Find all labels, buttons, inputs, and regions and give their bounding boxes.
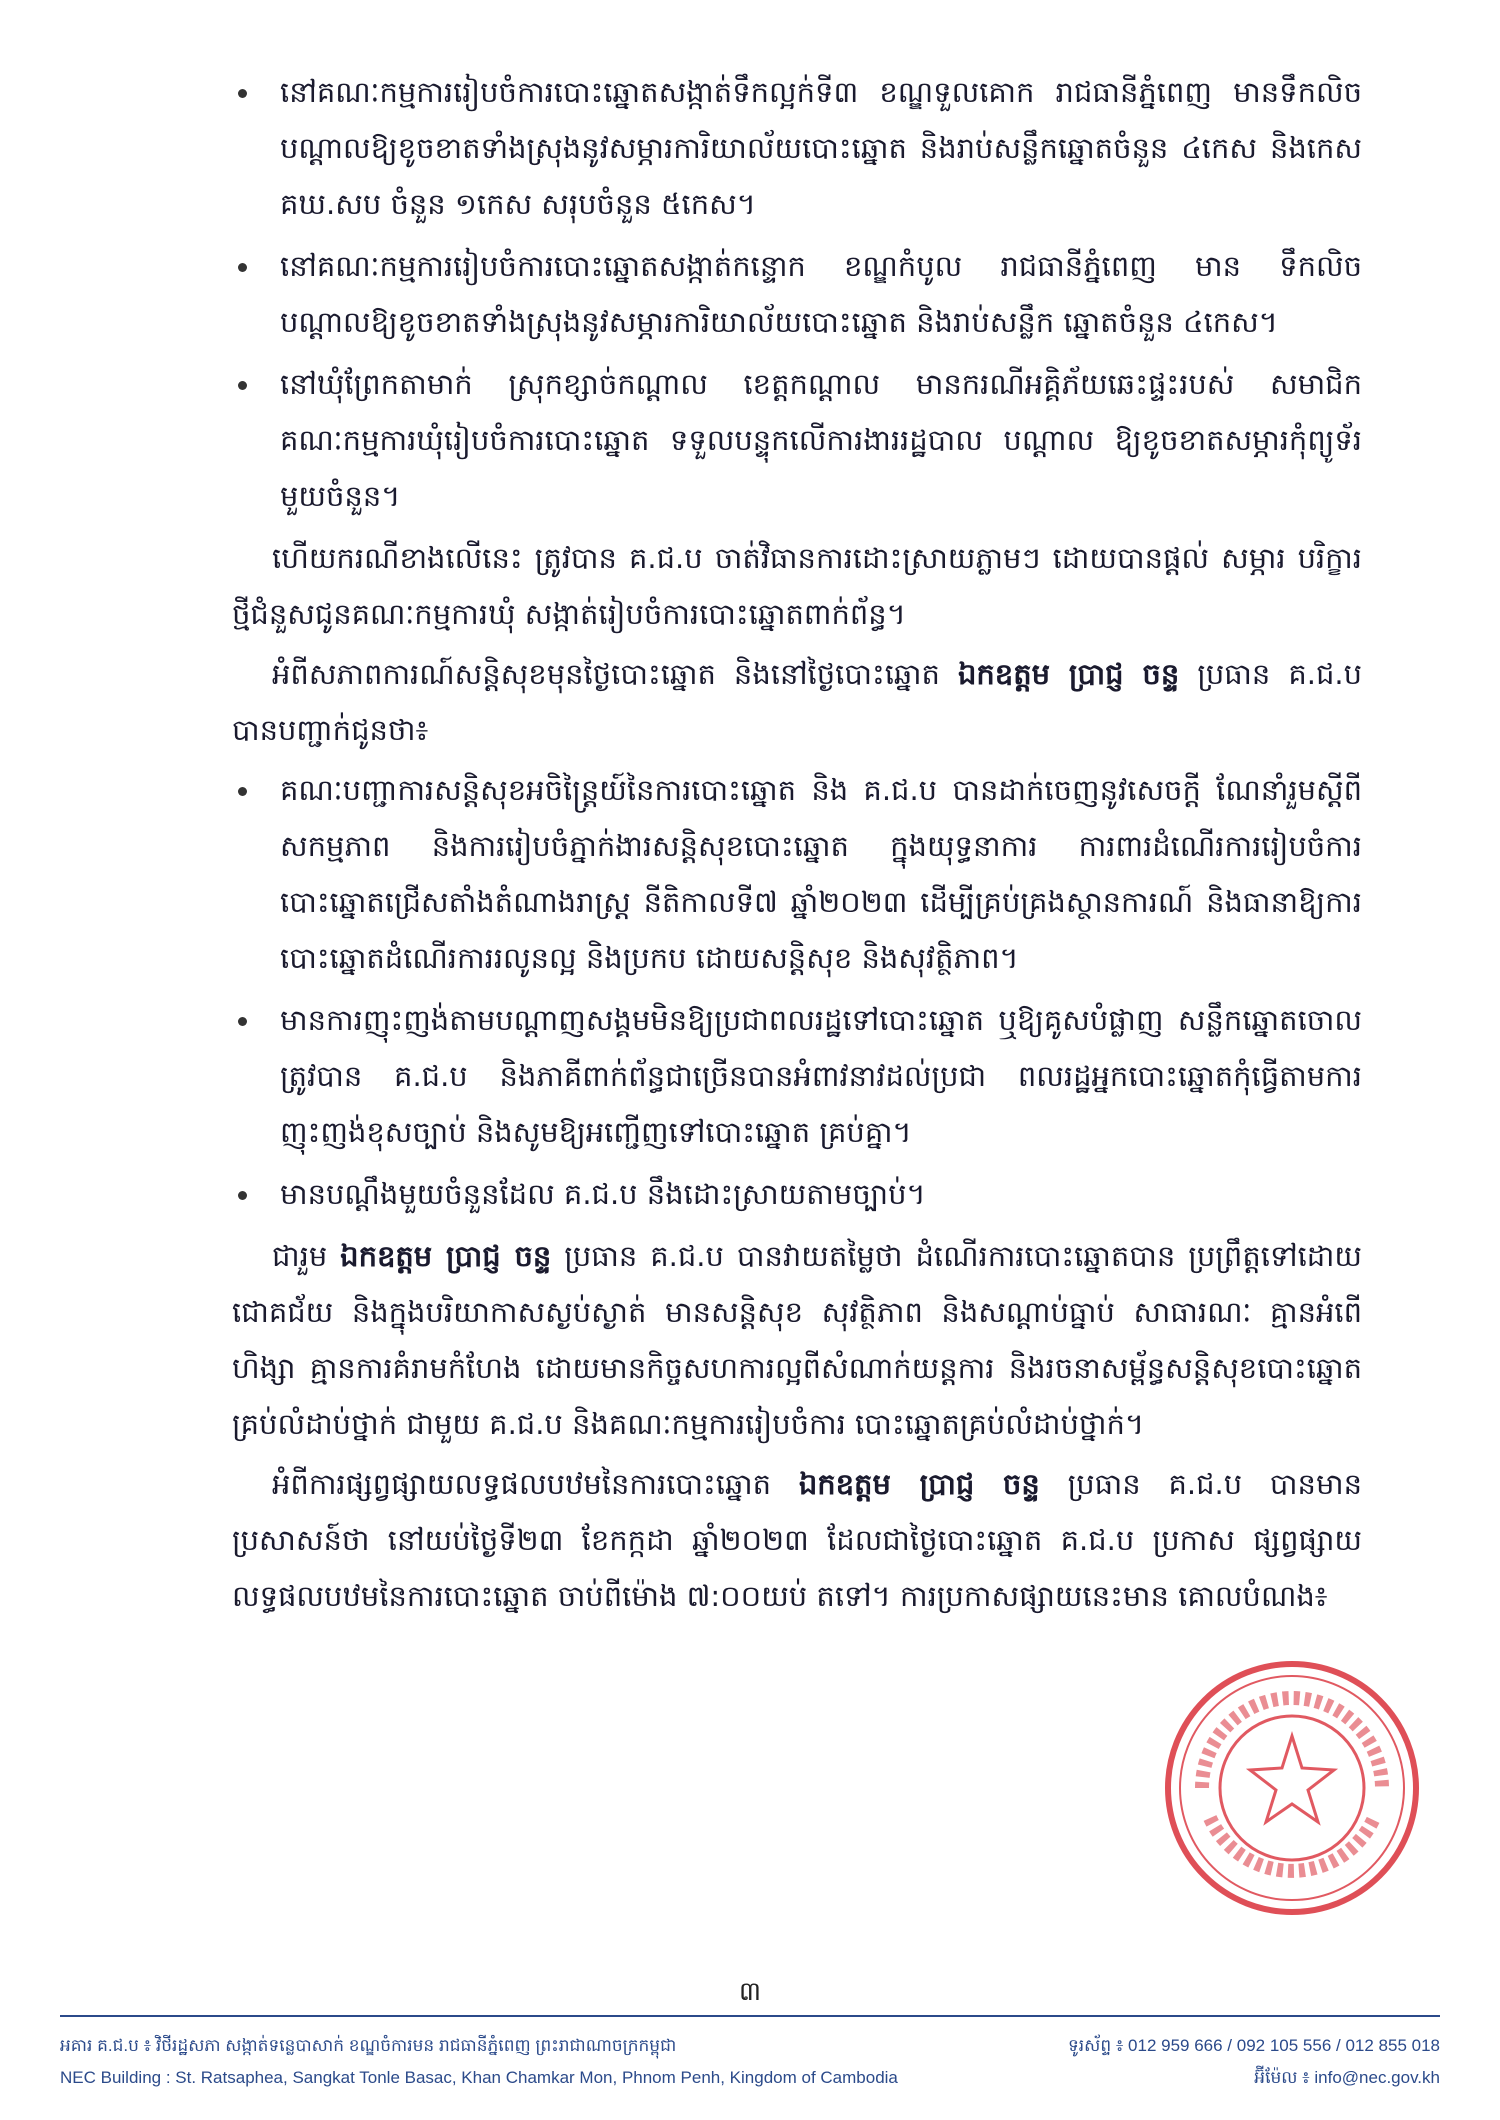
footer-email[interactable]: អ៊ីម៉ែល ៖ info@nec.gov.kh <box>1254 2068 1440 2087</box>
paragraph-text: ហើយករណីខាងលើនេះ ត្រូវបាន គ.ជ.ប ចាត់វិធានការដោះស្រាយភ្លាមៗ ដោយបានផ្តល់ សម្ភារ បរិក្ខារថ្មីជំនួសជូនគណៈកម្មការឃុំ សង្កាត់រៀបចំការបោះឆ្នោតពាក់ព័ន្ធ។ <box>232 541 1362 631</box>
list-item-text: មានបណ្តឹងមួយចំនួនដែល គ.ជ.ប នឹងដោះស្រាយតាមច្បាប់។ <box>280 1177 926 1211</box>
bullet-icon <box>238 263 247 272</box>
list-item <box>232 356 1362 524</box>
page-number: ៣ <box>738 1977 762 2007</box>
footer <box>60 2030 1440 2094</box>
footer-row-khmer <box>60 2030 1440 2062</box>
paragraph-text: ប្រធាន គ.ជ.ប បានមានប្រសាសន៍ថា នៅយប់ថ្ងៃទី២៣ ខែកក្កដា ឆ្នាំ២០២៣ ដែលជាថ្ងៃបោះឆ្នោត គ.ជ.ប ប្រកាស ផ្សព្វផ្សាយលទ្ធផលបឋមនៃការបោះឆ្នោត ចាប់ពីម៉ោង ៧:០០យប់ តទៅ។ ការប្រកាសផ្សាយនេះមាន គោលបំណង៖ <box>232 1467 1362 1613</box>
paragraph-text: ប្រធាន គ.ជ.ប បានបញ្ជាក់ជូនថា៖ <box>232 657 1362 747</box>
paragraph-assessment <box>232 1228 1362 1452</box>
paragraph-results <box>232 1456 1362 1624</box>
paragraph-security-intro <box>232 646 1362 758</box>
speaker-name: ឯកឧត្តម ប្រាជ្ញ ចន្ទ <box>340 1239 552 1273</box>
security-list <box>232 762 1362 1222</box>
footer-address-en: NEC Building : St. Ratsaphea, Sangkat Tonle Basac, Khan Chamkar Mon, Phnom Penh, Kingdom of Cambodia <box>60 2068 898 2087</box>
list-item-text: នៅគណៈកម្មការរៀបចំការបោះឆ្នោតសង្កាត់កន្ទោក ខណ្ឌកំបូល រាជធានីភ្នំពេញ មាន ទឹកលិចបណ្ដាលឱ្យខូចខាតទាំងស្រុងនូវសម្ភារការិយាល័យបោះឆ្នោត និងរាប់សន្លឹក ឆ្នោតចំនួន ៤កេស។ <box>280 249 1362 339</box>
paragraph-text: អំពីសភាពការណ៍សន្តិសុខមុនថ្ងៃបោះឆ្នោត និងនៅថ្ងៃបោះឆ្នោត <box>272 657 958 691</box>
bullet-icon <box>238 381 247 390</box>
bullet-icon <box>238 787 247 796</box>
bullet-icon <box>238 1191 247 1200</box>
footer-phone: ទូរស័ព្ទ ៖ 012 959 666 / 092 105 556 / 012 855 018 <box>1067 2036 1440 2055</box>
footer-row-english <box>60 2062 1440 2094</box>
list-item <box>232 238 1362 350</box>
list-item <box>232 992 1362 1160</box>
list-item-text: នៅគណៈកម្មការរៀបចំការបោះឆ្នោតសង្កាត់ទឹកល្អក់ទី៣ ខណ្ឌទួលគោក រាជធានីភ្នំពេញ មានទឹកលិចបណ្ដាលឱ្យខូចខាតទាំងស្រុងនូវសម្ភារការិយាល័យបោះឆ្នោត និងរាប់សន្លឹកឆ្នោតចំនួន ៤កេស និងកេស គឃ.សប ចំនួន ១កេស សរុបចំនួន ៥កេស។ <box>280 75 1362 221</box>
list-item <box>232 1166 1362 1222</box>
footer-address-km: អគារ គ.ជ.ប ៖ វិថីរដ្ឋសភា សង្កាត់ទន្លេបាសាក់ ខណ្ឌចំការមន រាជធានីភ្នំពេញ ព្រះរាជាណាចក្រកម្ពុជា <box>60 2036 677 2055</box>
bullet-icon <box>238 1017 247 1026</box>
list-item-text: មានការញុះញង់តាមបណ្តាញសង្គមមិនឱ្យប្រជាពលរដ្ឋទៅបោះឆ្នោត ឬឱ្យគូសបំផ្លាញ សន្លឹកឆ្នោតចោល ត្រូវបាន គ.ជ.ប និងភាគីពាក់ព័ន្ធជាច្រើនបានអំពាវនាវដល់ប្រជា ពលរដ្ឋអ្នកបោះឆ្នោតកុំធ្វើតាមការញុះញង់ខុសច្បាប់ និងសូមឱ្យអញ្ជើញទៅបោះឆ្នោត គ្រប់គ្នា។ <box>280 1003 1362 1149</box>
paragraph-text: អំពីការផ្សព្វផ្សាយលទ្ធផលបឋមនៃការបោះឆ្នោត <box>272 1467 799 1501</box>
paragraph-text: ប្រធាន គ.ជ.ប បានវាយតម្លៃថា ដំណើរការបោះឆ្នោតបាន ប្រព្រឹត្តទៅដោយជោគជ័យ និងក្នុងបរិយាកាសស្ងប់ស្ងាត់ មានសន្តិសុខ សុវត្ថិភាព និងសណ្តាប់ធ្នាប់ សាធារណៈ គ្មានអំពើហិង្សា គ្មានការគំរាមកំហែង ដោយមានកិច្ចសហការល្អពីសំណាក់យន្តការ និងរចនាសម្ព័ន្ធសន្តិសុខបោះឆ្នោតគ្រប់លំដាប់ថ្នាក់ ជាមួយ គ.ជ.ប និងគណៈកម្មការរៀបចំការ បោះឆ្នោតគ្រប់លំដាប់ថ្នាក់។ <box>232 1239 1362 1441</box>
speaker-name: ឯកឧត្តម ប្រាជ្ញ ចន្ទ <box>798 1467 1040 1501</box>
incident-list <box>232 64 1362 524</box>
footer-divider <box>60 2015 1440 2017</box>
document-body <box>232 64 1362 1628</box>
paragraph-response <box>232 530 1362 642</box>
official-seal-icon <box>1162 1658 1422 1918</box>
bullet-icon <box>238 89 247 98</box>
list-item-text: គណៈបញ្ជាការសន្តិសុខអចិន្ត្រៃយ៍នៃការបោះឆ្នោត និង គ.ជ.ប បានដាក់ចេញនូវសេចក្តី ណែនាំរួមស្តីពីសកម្មភាព និងការរៀបចំភ្នាក់ងារសន្តិសុខបោះឆ្នោត ក្នុងយុទ្ធនាការ ការពារដំណើរការរៀបចំការបោះឆ្នោតជ្រើសតាំងតំណាងរាស្ត្រ នីតិកាលទី៧ ឆ្នាំ២០២៣ ដើម្បីគ្រប់គ្រងស្ថានការណ៍ និងធានាឱ្យការបោះឆ្នោតដំណើរការរលូនល្អ និងប្រកប ដោយសន្តិសុខ និងសុវត្ថិភាព។ <box>280 773 1362 975</box>
list-item <box>232 64 1362 232</box>
speaker-name: ឯកឧត្តម ប្រាជ្ញ ចន្ទ <box>957 657 1180 691</box>
list-item <box>232 762 1362 986</box>
list-item-text: នៅឃុំព្រែកតាមាក់ ស្រុកខ្សាច់កណ្ដាល ខេត្តកណ្ដាល មានករណីអគ្គិភ័យឆេះផ្ទះរបស់ សមាជិកគណៈកម្មការឃុំរៀបចំការបោះឆ្នោត ទទួលបន្ទុកលើការងាររដ្ឋបាល បណ្ដាល ឱ្យខូចខាតសម្ភារកុំព្យូទ័រមួយចំនួន។ <box>280 367 1362 513</box>
paragraph-text: ជារួម <box>272 1239 341 1273</box>
